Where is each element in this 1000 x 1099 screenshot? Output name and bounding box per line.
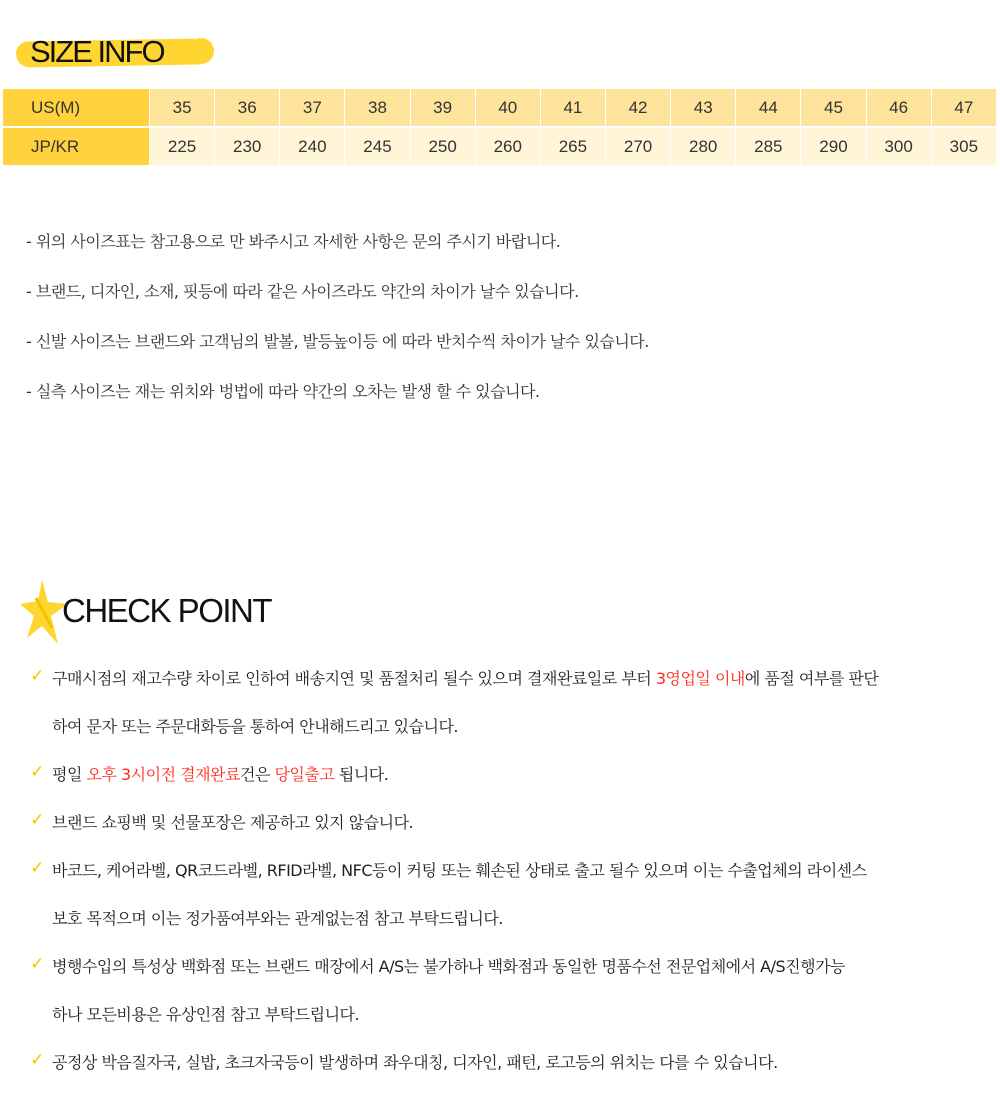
us-size-cell: 47 [931,89,996,127]
size-note: - 위의 사이즈표는 참고용으로 만 봐주시고 자세한 사항은 문의 주시기 바랍니다. [26,232,561,251]
jp-size-cell: 260 [475,127,540,165]
check-mark-icon: ✓ [30,858,44,878]
size-info-title: SIZE INFO [30,34,164,69]
check-text: 구매시점의 재고수량 차이로 인하여 배송지연 및 품절처리 될수 있으며 결재완료일로 부터 [52,669,656,688]
check-text: 브랜드 쇼핑백 및 선물포장은 제공하고 있지 않습니다. [52,813,414,832]
size-info-heading [8,28,218,76]
check-mark-icon: ✓ [30,666,44,686]
jp-size-row [3,127,997,165]
size-notes [26,224,649,424]
highlight-text: 당일출고 [274,765,335,784]
check-text: 공정상 박음질자국, 실밥, 초크자국등이 발생하며 좌우대칭, 디자인, 패턴, 로고등의 위치는 다를 수 있습니다. [52,1053,778,1072]
jp-label: JP/KR [3,127,150,165]
jp-size-cell: 270 [605,127,670,165]
us-size-cell: 45 [801,89,866,127]
check-text: 보호 목적으며 이는 정가품여부와는 관계없는점 참고 부탁드립니다. [52,909,503,928]
us-size-cell: 35 [150,89,215,127]
jp-size-cell: 290 [801,127,866,165]
highlight-text: 3영업일 이내 [655,669,745,688]
check-item [30,1050,778,1072]
us-size-cell: 44 [736,89,801,127]
jp-size-cell: 265 [540,127,605,165]
jp-size-cell: 300 [866,127,931,165]
size-note: - 브랜드, 디자인, 소재, 핏등에 따라 같은 사이즈라도 약간의 차이가 날수 있습니다. [26,282,579,301]
jp-size-cell: 230 [215,127,280,165]
size-note: - 실측 사이즈는 재는 위치와 벙법에 따라 약간의 오차는 발생 할 수 있습니다. [26,382,540,401]
check-text: 에 품절 여부를 판단 [744,669,879,688]
check-item [30,858,867,880]
jp-size-cell: 280 [671,127,736,165]
check-item [30,810,414,832]
jp-size-cell: 305 [931,127,996,165]
check-item [30,954,845,976]
us-size-cell: 37 [280,89,345,127]
check-item [30,666,879,688]
us-size-cell: 42 [605,89,670,127]
us-size-cell: 46 [866,89,931,127]
check-text: 평일 [52,765,87,784]
check-mark-icon: ✓ [30,954,44,974]
us-size-cell: 39 [410,89,475,127]
jp-size-cell: 285 [736,127,801,165]
us-size-cell: 40 [475,89,540,127]
check-item [30,762,389,784]
us-size-row [3,89,997,127]
us-label: US(M) [3,89,150,127]
size-table [3,89,997,165]
yellow-brush-dot [188,38,214,64]
us-size-cell: 41 [540,89,605,127]
us-size-cell: 38 [345,89,410,127]
jp-size-cell: 245 [345,127,410,165]
us-size-cell: 36 [215,89,280,127]
check-mark-icon: ✓ [30,762,44,782]
check-text: 됩니다. [334,765,389,784]
check-mark-icon: ✓ [30,810,44,830]
check-text: 바코드, 케어라벨, QR코드라벨, RFID라벨, NFC등이 커팅 또는 훼손된 상태로 출고 될수 있으며 이는 수출업체의 라이센스 [52,861,867,880]
check-text: 건은 [239,765,275,784]
check-point-heading [14,578,314,648]
check-mark-icon: ✓ [30,1050,44,1070]
jp-size-cell: 240 [280,127,345,165]
check-text: 병행수입의 특성상 백화점 또는 브랜드 매장에서 A/S는 불가하나 백화점과 동일한 명품수선 전문업체에서 A/S진행가능 [52,957,845,976]
check-point-title: CHECK POINT [62,592,272,629]
us-size-cell: 43 [671,89,736,127]
jp-size-cell: 250 [410,127,475,165]
check-text: 하여 문자 또는 주문대화등을 통하여 안내해드리고 있습니다. [52,717,459,736]
size-note: - 신발 사이즈는 브랜드와 고객님의 발볼, 발등높이등 에 따라 반치수씩 차이가 날수 있습니다. [26,332,649,351]
jp-size-cell: 225 [150,127,215,165]
highlight-text: 오후 3시이전 결재완료 [86,765,240,784]
check-text: 하나 모든비용은 유상인점 참고 부탁드립니다. [52,1005,360,1024]
